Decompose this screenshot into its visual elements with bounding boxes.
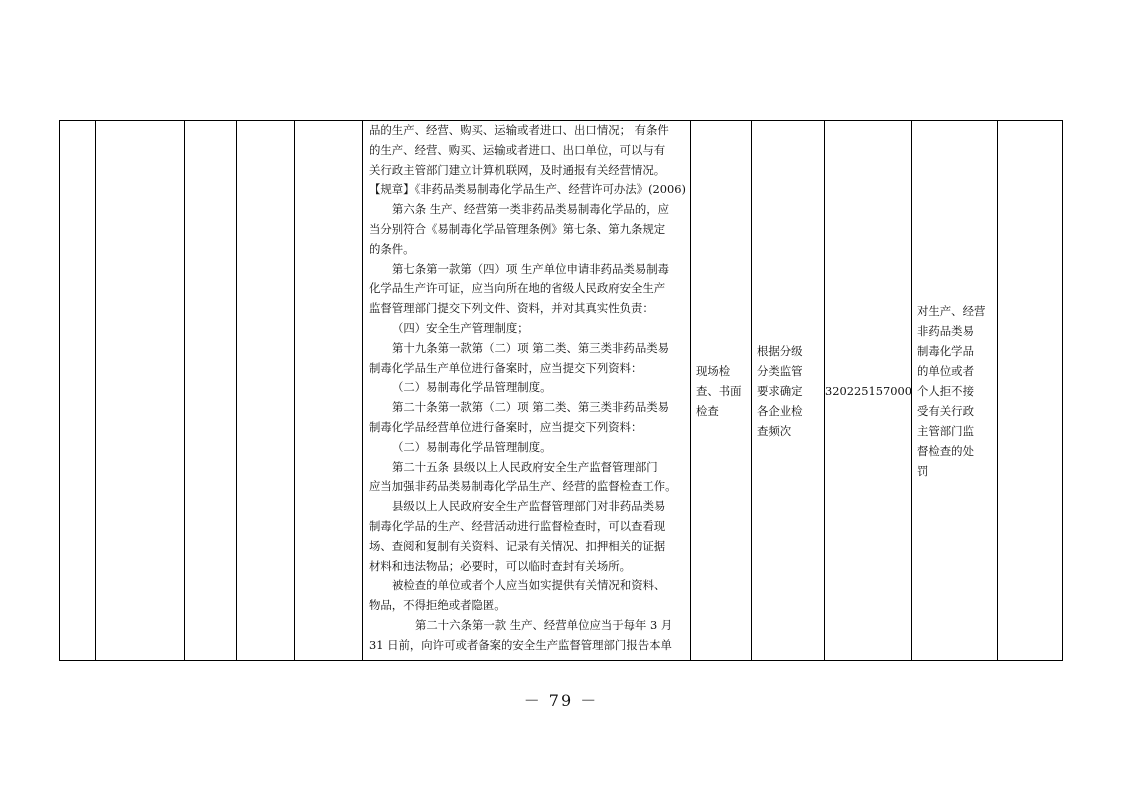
item-code: 320225157000 (825, 383, 912, 398)
law-text-line: 制毒化学品的生产、经营活动进行监督检查时，可以查看现 (369, 518, 666, 533)
empty-cell-2 (96, 121, 185, 661)
punishment-item-line: 制毒化学品 (917, 343, 974, 358)
law-text-line: （四）安全生产管理制度； (392, 320, 529, 335)
law-text-line: 第二十六条第一款 生产、经营单位应当于每年 3 月 (415, 617, 673, 632)
law-basis-text (369, 121, 686, 656)
law-text-line: 化学品生产许可证，应当向所在地的省级人民政府安全生产 (369, 281, 666, 296)
law-text-line: （二）易制毒化学品管理制度。 (392, 380, 552, 395)
law-basis-cell (363, 121, 691, 661)
law-text-line: 应当加强非药品类易制毒化学品生产、经营的监督检查工作。 (369, 479, 677, 494)
empty-cell-4 (237, 121, 295, 661)
law-text-line: 的生产、经营、购买、运输或者进口、出口单位，可以与有 (369, 142, 666, 157)
law-text-line: 制毒化学品经营单位进行备案时，应当提交下列资料： (369, 419, 643, 434)
punishment-item-line: 个人拒不接 (917, 383, 974, 398)
law-text-line: 第二十五条 县级以上人民政府安全生产监督管理部门 (392, 459, 658, 474)
empty-cell-3 (185, 121, 237, 661)
inspection-method-cell (691, 121, 752, 661)
law-text-line: 材料和违法物品；必要时，可以临时查封有关场所。 (369, 558, 631, 573)
inspection-frequency-line: 查频次 (757, 423, 792, 438)
punishment-item-line: 对生产、经营 (917, 303, 986, 318)
empty-cell-5 (295, 121, 363, 661)
punishment-item-cell (912, 121, 998, 661)
punishment-item-line: 罚 (917, 463, 929, 478)
punishment-item-line: 受有关行政 (917, 403, 974, 418)
inspection-method-line: 现场检 (696, 363, 731, 378)
law-text-line: 31 日前，向许可或者备案的安全生产监督管理部门报告本单 (369, 637, 672, 652)
law-text-line: 县级以上人民政府安全生产监督管理部门对非药品类易 (392, 499, 666, 514)
law-text-line: 【规章】《非药品类易制毒化学品生产、经营许可办法》(2006) (369, 182, 686, 197)
law-text-line: （二）易制毒化学品管理制度。 (392, 439, 552, 454)
inspection-method-line: 检查 (696, 403, 719, 418)
punishment-item-line: 督检查的处 (917, 443, 974, 458)
regulation-table (59, 120, 1063, 661)
table-row (60, 121, 1063, 661)
law-text-line: 关行政主管部门建立计算机联网，及时通报有关经营情况。 (369, 162, 666, 177)
law-text-line: 品的生产、经营、购买、运输或者进口、出口情况； 有条件 (369, 123, 669, 137)
inspection-frequency-cell (752, 121, 825, 661)
punishment-item-line: 的单位或者 (917, 363, 974, 378)
law-text-line: 第七条第一款第（四）项 生产单位申请非药品类易制毒 (392, 261, 669, 276)
inspection-method-line: 查、书面 (696, 383, 742, 398)
punishment-item-line: 非药品类易 (917, 323, 974, 338)
law-text-line: 第二十条第一款第（二）项 第二类、第三类非药品类易 (392, 400, 669, 415)
empty-cell-last (998, 121, 1063, 661)
law-text-line: 第十九条第一款第（二）项 第二类、第三类非药品类易 (392, 340, 669, 355)
law-text-line: 物品，不得拒绝或者隐匿。 (369, 598, 506, 613)
law-text-line: 被检查的单位或者个人应当如实提供有关情况和资料、 (392, 578, 666, 593)
inspection-frequency-line: 要求确定 (757, 383, 803, 398)
law-text-line: 当分别符合《易制毒化学品管理条例》第七条、第九条规定 (369, 221, 666, 236)
law-text-line: 的条件。 (369, 241, 415, 256)
inspection-frequency-line: 各企业检 (757, 403, 803, 418)
punishment-item-line: 主管部门监 (917, 423, 974, 438)
law-text-line: 第六条 生产、经营第一类非药品类易制毒化学品的，应 (392, 202, 669, 217)
empty-cell-1 (60, 121, 96, 661)
inspection-frequency-line: 分类监管 (757, 363, 803, 378)
law-text-line: 场、查阅和复制有关资料、记录有关情况、扣押相关的证据 (369, 538, 666, 553)
law-text-line: 制毒化学品生产单位进行备案时，应当提交下列资料： (369, 360, 643, 375)
item-code-cell (825, 121, 912, 661)
inspection-frequency-line: 根据分级 (757, 343, 803, 358)
law-text-line: 监督管理部门提交下列文件、资料，并对其真实性负责： (369, 301, 654, 316)
page-number: － 79 － (523, 691, 599, 710)
